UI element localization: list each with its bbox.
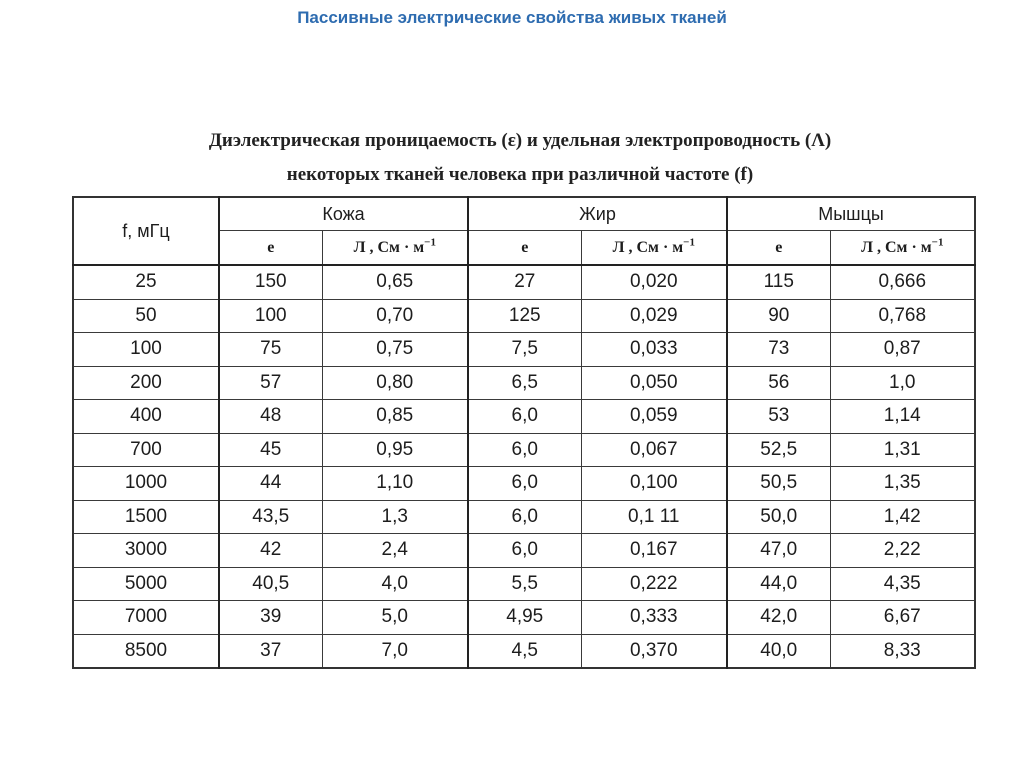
fat-permittivity-cell: 6,0 xyxy=(468,534,581,568)
skin-conductivity-cell: 4,0 xyxy=(322,567,468,601)
muscle-permittivity-cell: 56 xyxy=(727,366,830,400)
frequency-cell: 3000 xyxy=(73,534,219,568)
skin-permittivity-cell: 40,5 xyxy=(219,567,322,601)
fat-permittivity-cell: 4,5 xyxy=(468,634,581,668)
skin-conductivity-cell: 0,95 xyxy=(322,433,468,467)
muscle-conductivity-cell: 8,33 xyxy=(830,634,975,668)
skin-permittivity-cell: 43,5 xyxy=(219,500,322,534)
table-caption xyxy=(60,124,980,192)
muscle-permittivity-cell: 47,0 xyxy=(727,534,830,568)
muscle-conductivity-cell: 1,14 xyxy=(830,400,975,434)
fat-conductivity-cell: 0,222 xyxy=(581,567,727,601)
fat-conductivity-cell: 0,333 xyxy=(581,601,727,635)
fat-permittivity-cell: 6,0 xyxy=(468,500,581,534)
fat-permittivity-header: e xyxy=(468,231,581,266)
skin-conductivity-cell: 0,70 xyxy=(322,299,468,333)
skin-conductivity-cell: 2,4 xyxy=(322,534,468,568)
fat-conductivity-cell: 0,029 xyxy=(581,299,727,333)
conductivity-label: Л , См · м xyxy=(861,238,932,256)
tissue-properties-table xyxy=(72,196,976,669)
skin-conductivity-cell: 0,80 xyxy=(322,366,468,400)
muscle-conductivity-cell: 1,42 xyxy=(830,500,975,534)
table-caption-line-1: Диэлектрическая проницаемость (ε) и удельная электропроводность (Λ) xyxy=(208,130,832,151)
skin-permittivity-cell: 57 xyxy=(219,366,322,400)
fat-permittivity-cell: 6,0 xyxy=(468,433,581,467)
skin-permittivity-cell: 75 xyxy=(219,333,322,367)
skin-conductivity-cell: 0,85 xyxy=(322,400,468,434)
frequency-cell: 100 xyxy=(73,333,219,367)
fat-permittivity-cell: 6,0 xyxy=(468,467,581,501)
muscle-conductivity-cell: 1,31 xyxy=(830,433,975,467)
fat-permittivity-cell: 125 xyxy=(468,299,581,333)
group-header-skin: Кожа xyxy=(219,197,468,231)
muscle-permittivity-header: e xyxy=(727,231,830,266)
table-body xyxy=(73,265,975,668)
skin-conductivity-cell: 5,0 xyxy=(322,601,468,635)
table-caption-line-2: некоторых тканей человека при различной частоте (f) xyxy=(286,164,754,185)
fat-conductivity-cell: 0,1 11 xyxy=(581,500,727,534)
skin-conductivity-cell: 1,3 xyxy=(322,500,468,534)
fat-conductivity-cell: 0,033 xyxy=(581,333,727,367)
skin-permittivity-cell: 39 xyxy=(219,601,322,635)
fat-permittivity-cell: 4,95 xyxy=(468,601,581,635)
skin-conductivity-cell: 1,10 xyxy=(322,467,468,501)
muscle-permittivity-cell: 44,0 xyxy=(727,567,830,601)
muscle-conductivity-cell: 0,768 xyxy=(830,299,975,333)
muscle-conductivity-cell: 6,67 xyxy=(830,601,975,635)
fat-permittivity-cell: 27 xyxy=(468,265,581,299)
table-row xyxy=(73,567,975,601)
frequency-cell: 400 xyxy=(73,400,219,434)
fat-conductivity-cell: 0,059 xyxy=(581,400,727,434)
group-header-muscle: Мышцы xyxy=(727,197,975,231)
muscle-permittivity-cell: 115 xyxy=(727,265,830,299)
table-row xyxy=(73,433,975,467)
fat-conductivity-cell: 0,370 xyxy=(581,634,727,668)
conductivity-exponent: −1 xyxy=(424,236,436,249)
skin-permittivity-cell: 44 xyxy=(219,467,322,501)
skin-permittivity-header: e xyxy=(219,231,322,266)
fat-conductivity-cell: 0,100 xyxy=(581,467,727,501)
skin-conductivity-cell: 0,75 xyxy=(322,333,468,367)
table-row xyxy=(73,333,975,367)
fat-conductivity-cell: 0,067 xyxy=(581,433,727,467)
table-row xyxy=(73,467,975,501)
table-row xyxy=(73,634,975,668)
fat-permittivity-cell: 7,5 xyxy=(468,333,581,367)
slide-title: Пассивные электрические свойства живых тканей xyxy=(297,8,727,27)
skin-permittivity-cell: 48 xyxy=(219,400,322,434)
skin-permittivity-cell: 45 xyxy=(219,433,322,467)
muscle-conductivity-cell: 0,87 xyxy=(830,333,975,367)
muscle-conductivity-cell: 1,35 xyxy=(830,467,975,501)
table-row xyxy=(73,601,975,635)
frequency-cell: 200 xyxy=(73,366,219,400)
skin-permittivity-cell: 100 xyxy=(219,299,322,333)
frequency-cell: 50 xyxy=(73,299,219,333)
muscle-permittivity-cell: 90 xyxy=(727,299,830,333)
table-row xyxy=(73,500,975,534)
skin-permittivity-cell: 150 xyxy=(219,265,322,299)
fat-conductivity-cell: 0,020 xyxy=(581,265,727,299)
skin-conductivity-cell: 0,65 xyxy=(322,265,468,299)
table-row xyxy=(73,400,975,434)
fat-permittivity-cell: 6,0 xyxy=(468,400,581,434)
frequency-cell: 700 xyxy=(73,433,219,467)
skin-permittivity-cell: 37 xyxy=(219,634,322,668)
table-row xyxy=(73,299,975,333)
frequency-cell: 25 xyxy=(73,265,219,299)
muscle-conductivity-cell: 4,35 xyxy=(830,567,975,601)
muscle-conductivity-cell: 1,0 xyxy=(830,366,975,400)
frequency-cell: 1000 xyxy=(73,467,219,501)
fat-permittivity-cell: 6,5 xyxy=(468,366,581,400)
frequency-cell: 5000 xyxy=(73,567,219,601)
fat-permittivity-cell: 5,5 xyxy=(468,567,581,601)
muscle-permittivity-cell: 40,0 xyxy=(727,634,830,668)
muscle-permittivity-cell: 50,5 xyxy=(727,467,830,501)
muscle-permittivity-cell: 52,5 xyxy=(727,433,830,467)
fat-conductivity-cell: 0,050 xyxy=(581,366,727,400)
group-header-fat: Жир xyxy=(468,197,727,231)
muscle-conductivity-cell: 2,22 xyxy=(830,534,975,568)
table-row xyxy=(73,265,975,299)
muscle-permittivity-cell: 42,0 xyxy=(727,601,830,635)
fat-conductivity-header xyxy=(581,231,727,266)
frequency-cell: 8500 xyxy=(73,634,219,668)
frequency-header: f, мГц xyxy=(73,197,219,265)
table-row xyxy=(73,366,975,400)
conductivity-label: Л , См · м xyxy=(353,238,425,256)
frequency-cell: 1500 xyxy=(73,500,219,534)
muscle-conductivity-header xyxy=(830,231,975,266)
frequency-cell: 7000 xyxy=(73,601,219,635)
muscle-conductivity-cell: 0,666 xyxy=(830,265,975,299)
conductivity-exponent: −1 xyxy=(931,236,944,249)
table-row xyxy=(73,534,975,568)
muscle-permittivity-cell: 50,0 xyxy=(727,500,830,534)
muscle-permittivity-cell: 53 xyxy=(727,400,830,434)
muscle-permittivity-cell: 73 xyxy=(727,333,830,367)
conductivity-label: Л , См · м xyxy=(612,238,684,256)
skin-conductivity-header xyxy=(322,231,468,266)
skin-conductivity-cell: 7,0 xyxy=(322,634,468,668)
skin-permittivity-cell: 42 xyxy=(219,534,322,568)
conductivity-exponent: −1 xyxy=(683,236,695,249)
fat-conductivity-cell: 0,167 xyxy=(581,534,727,568)
